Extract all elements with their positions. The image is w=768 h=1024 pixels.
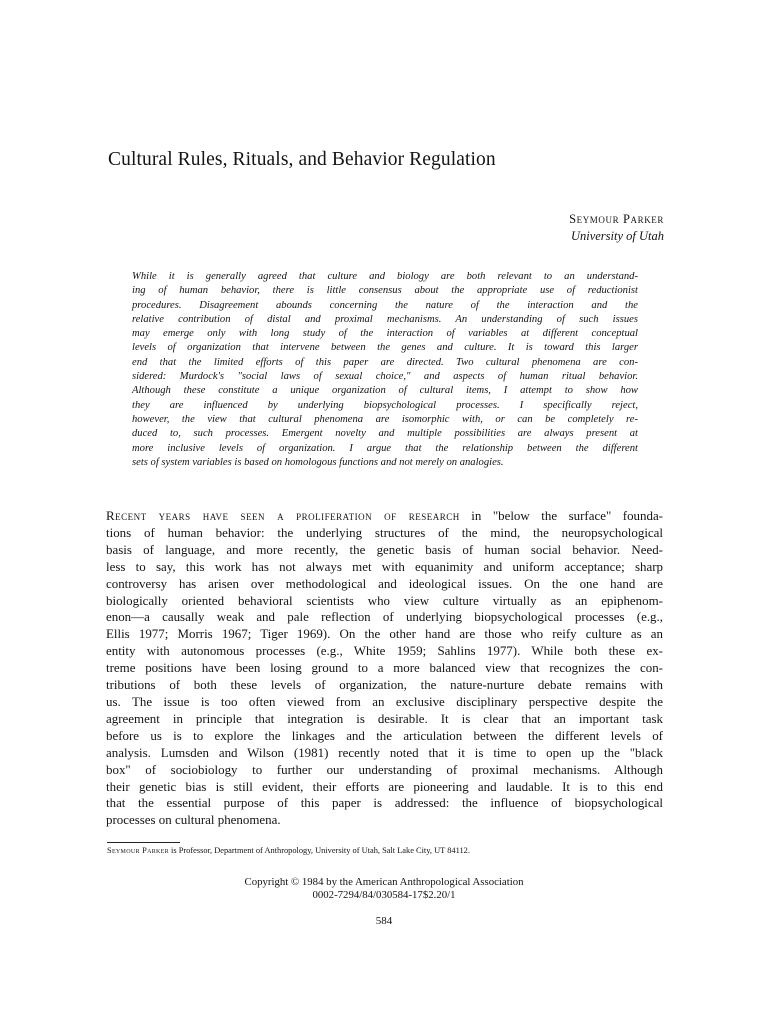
issn-code: 0002-7294/84/030584-17$2.20/1 [312, 889, 456, 901]
abstract [132, 270, 638, 470]
body-paragraph [106, 508, 663, 829]
copyright-line: Copyright © 1984 by the American Anthropological Association [244, 876, 524, 888]
body-line: that the essential purpose of this paper is addressed: the influence of biopsychological [106, 795, 663, 811]
body-line: basis of language, and more recently, the genetic basis of human social behavior. Need- [106, 541, 663, 557]
body-line: biologically oriented behavioral scientists who view culture virtually as an epiphenom- [106, 592, 663, 608]
abstract-line: duced to, such processes. Emergent novelty and multiple possibilities are always present at [132, 428, 638, 440]
abstract-line: more inclusive levels of organization. I argue that the relationship between the different [132, 442, 638, 454]
author-affiliation: University of Utah [570, 229, 664, 243]
abstract-line: may emerge only with long study of the interaction of variables at different conceptual [132, 328, 638, 340]
article-title: Cultural Rules, Rituals, and Behavior Regulation [108, 149, 496, 170]
body-line: processes on cultural phenomena. [106, 812, 281, 828]
footnote-text: is Professor, Department of Anthropology, University of Utah, Salt Lake City, UT 84112. [168, 846, 470, 855]
author-footnote [107, 845, 667, 857]
body-line: us. The issue is too often viewed from an exclusive disciplinary perspective despite the [106, 693, 663, 709]
body-line: Ellis 1977; Morris 1967; Tiger 1969). On the other hand are those who reify culture as an [106, 626, 663, 642]
body-line: tions of human behavior: the underlying structures of the mind, the neuropsychological [106, 524, 663, 540]
page-number: 584 [375, 915, 393, 927]
body-line-rest: in "below the surface" founda- [459, 508, 663, 523]
author-name: Seymour Parker [569, 212, 664, 226]
author-block [364, 211, 664, 245]
body-line: tributions of both these levels of organization, the nature-nurture debate remains with [106, 677, 663, 693]
lead-in-small-caps: Recent years have seen a proliferation of research [106, 508, 460, 523]
body-line: enon—a causally weak and pale reflection of underlying biopsychological processes (e.g., [106, 609, 663, 625]
abstract-line: sidered: Murdock's "social laws of sexual choice," and aspects of human ritual behavior. [132, 371, 638, 383]
body-line: entity with autonomous processes (e.g., White 1959; Sahlins 1977). While both these ex- [106, 643, 663, 659]
abstract-line: relative contribution of distal and proximal mechanisms. An understanding of such issues [132, 313, 638, 325]
footnote-author-name: Seymour Parker [107, 846, 169, 855]
body-line: agreement in principle that integration is desirable. It is clear that an important task [106, 710, 663, 726]
body-first-line [106, 508, 663, 525]
abstract-line: procedures. Disagreement abounds concerning the nature of the interaction and the [132, 299, 638, 311]
body-line: less to say, this work has not always met with equanimity and uniform acceptance; sharp [106, 558, 663, 574]
abstract-line: levels of organization that intervene between the genes and culture. It is toward this larger [132, 342, 638, 354]
abstract-line: they are influenced by underlying biopsychological processes. I specifically reject, [132, 399, 638, 411]
body-line: analysis. Lumsden and Wilson (1981) recently noted that it is time to open up the "black [106, 744, 663, 760]
body-line: treme positions have been losing ground to a more balanced view that recognizes the con- [106, 660, 663, 676]
abstract-line: sets of system variables is based on homologous functions and not merely on analogies. [132, 456, 504, 468]
footnote-divider [107, 842, 180, 843]
copyright-notice [184, 876, 584, 902]
abstract-line: While it is generally agreed that culture and biology are both relevant to an understand- [132, 271, 638, 282]
abstract-line: end that the limited efforts of this paper are directed. Two cultural phenomena are con- [132, 356, 638, 368]
body-line: their genetic bias is still evident, their efforts are pioneering and laudable. It is to this end [106, 778, 663, 794]
body-line: before us is to explore the linkages and the articulation between the different levels of [106, 727, 663, 743]
abstract-line: Although these constitute a unique organization of cultural items, I attempt to show how [132, 385, 638, 397]
abstract-line: however, the view that cultural phenomena are isomorphic with, or can be completely re- [132, 413, 638, 425]
abstract-line: ing of human behavior, there is little consensus about the appropriate use of reductionist [132, 285, 638, 297]
body-line: controversy has arisen over methodological and ideological issues. On the one hand are [106, 575, 663, 591]
body-line: box" of sociobiology to further our understanding of proximal mechanisms. Although [106, 761, 663, 777]
